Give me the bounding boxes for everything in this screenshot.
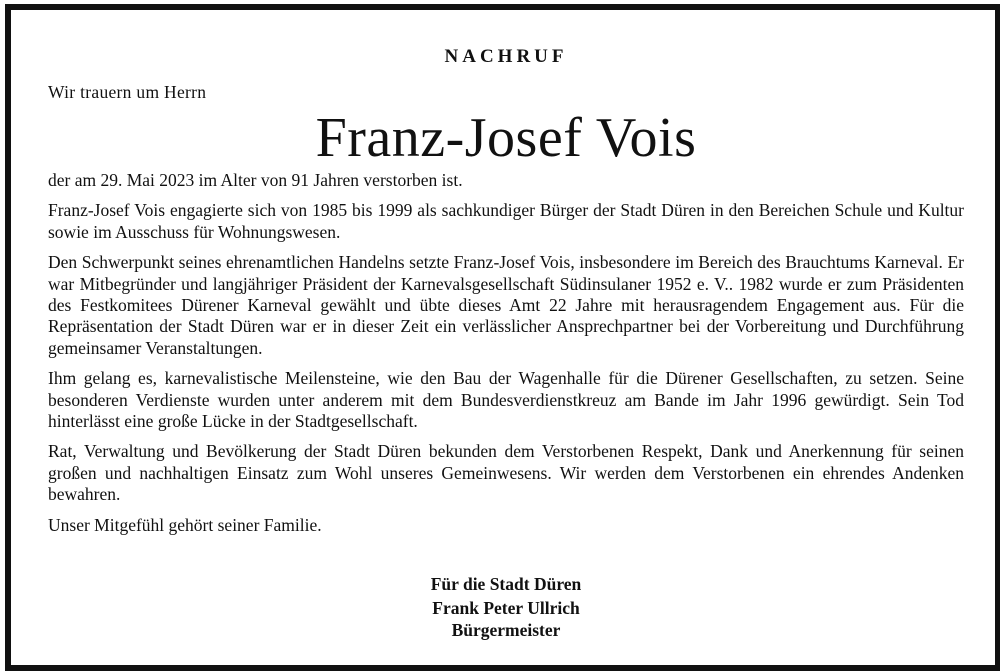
signature-person: Frank Peter Ullrich	[432, 598, 580, 618]
achievements-paragraph: Ihm gelang es, karnevalistische Meilensteine, wie den Bau der Wagenhalle für die Dürener Gesellschaften, zu setzen. Seine besonderen Verdienste wurden unter anderem mit dem Bundesverdienstkreuz am Bande im Jahr 1996 gewürdigt. Sein Tod hinterlässt eine große Lücke in der Stadtgesellschaft.	[48, 368, 964, 432]
obituary-frame	[5, 4, 1000, 671]
intro-line: Wir trauern um Herrn	[48, 82, 207, 102]
tribute-paragraph: Rat, Verwaltung und Bevölkerung der Stadt Düren bekunden dem Verstorbenen Respekt, Dank und Anerkennung für seinen großen und nachhaltigen Einsatz zum Wohl unseres Gemeinwesens. Wir werden dem Verstorbenen ein ehrendes Andenken bewahren.	[48, 441, 964, 505]
signature-org: Für die Stadt Düren	[430, 574, 582, 594]
signature-role: Bürgermeister	[451, 620, 561, 640]
obituary-heading: NACHRUF	[444, 46, 568, 67]
obituary-body	[48, 170, 964, 545]
carnival-paragraph: Den Schwerpunkt seines ehrenamtlichen Handelns setzte Franz-Josef Vois, insbesondere im Bereich des Brauchtums Karneval. Er war Mitbegründer und langjähriger Präsident der Karnevalsgesellschaft Südinsulaner 1952 e. V.. 1982 wurde er zum Präsidenten des Festkomitees Dürener Karneval gewählt und übte dieses Amt 22 Jahre mit herausragendem Engagement aus. Für die Repräsentation der Stadt Düren war er in dieser Zeit ein verlässlicher Ansprechpartner bei der Vorbereitung und Durchführung gemeinsamer Veranstaltungen.	[48, 252, 964, 358]
signature-block	[48, 572, 964, 640]
civic-engagement-paragraph: Franz-Josef Vois engagierte sich von 1985 bis 1999 als sachkundiger Bürger der Stadt Düren in den Bereichen Schule und Kultur sowie im Ausschuss für Wohnungswesen.	[48, 200, 964, 242]
condolence-paragraph: Unser Mitgefühl gehört seiner Familie.	[48, 514, 322, 535]
death-date-paragraph: der am 29. Mai 2023 im Alter von 91 Jahren verstorben ist.	[48, 170, 463, 190]
deceased-name: Franz-Josef Vois	[315, 107, 697, 169]
